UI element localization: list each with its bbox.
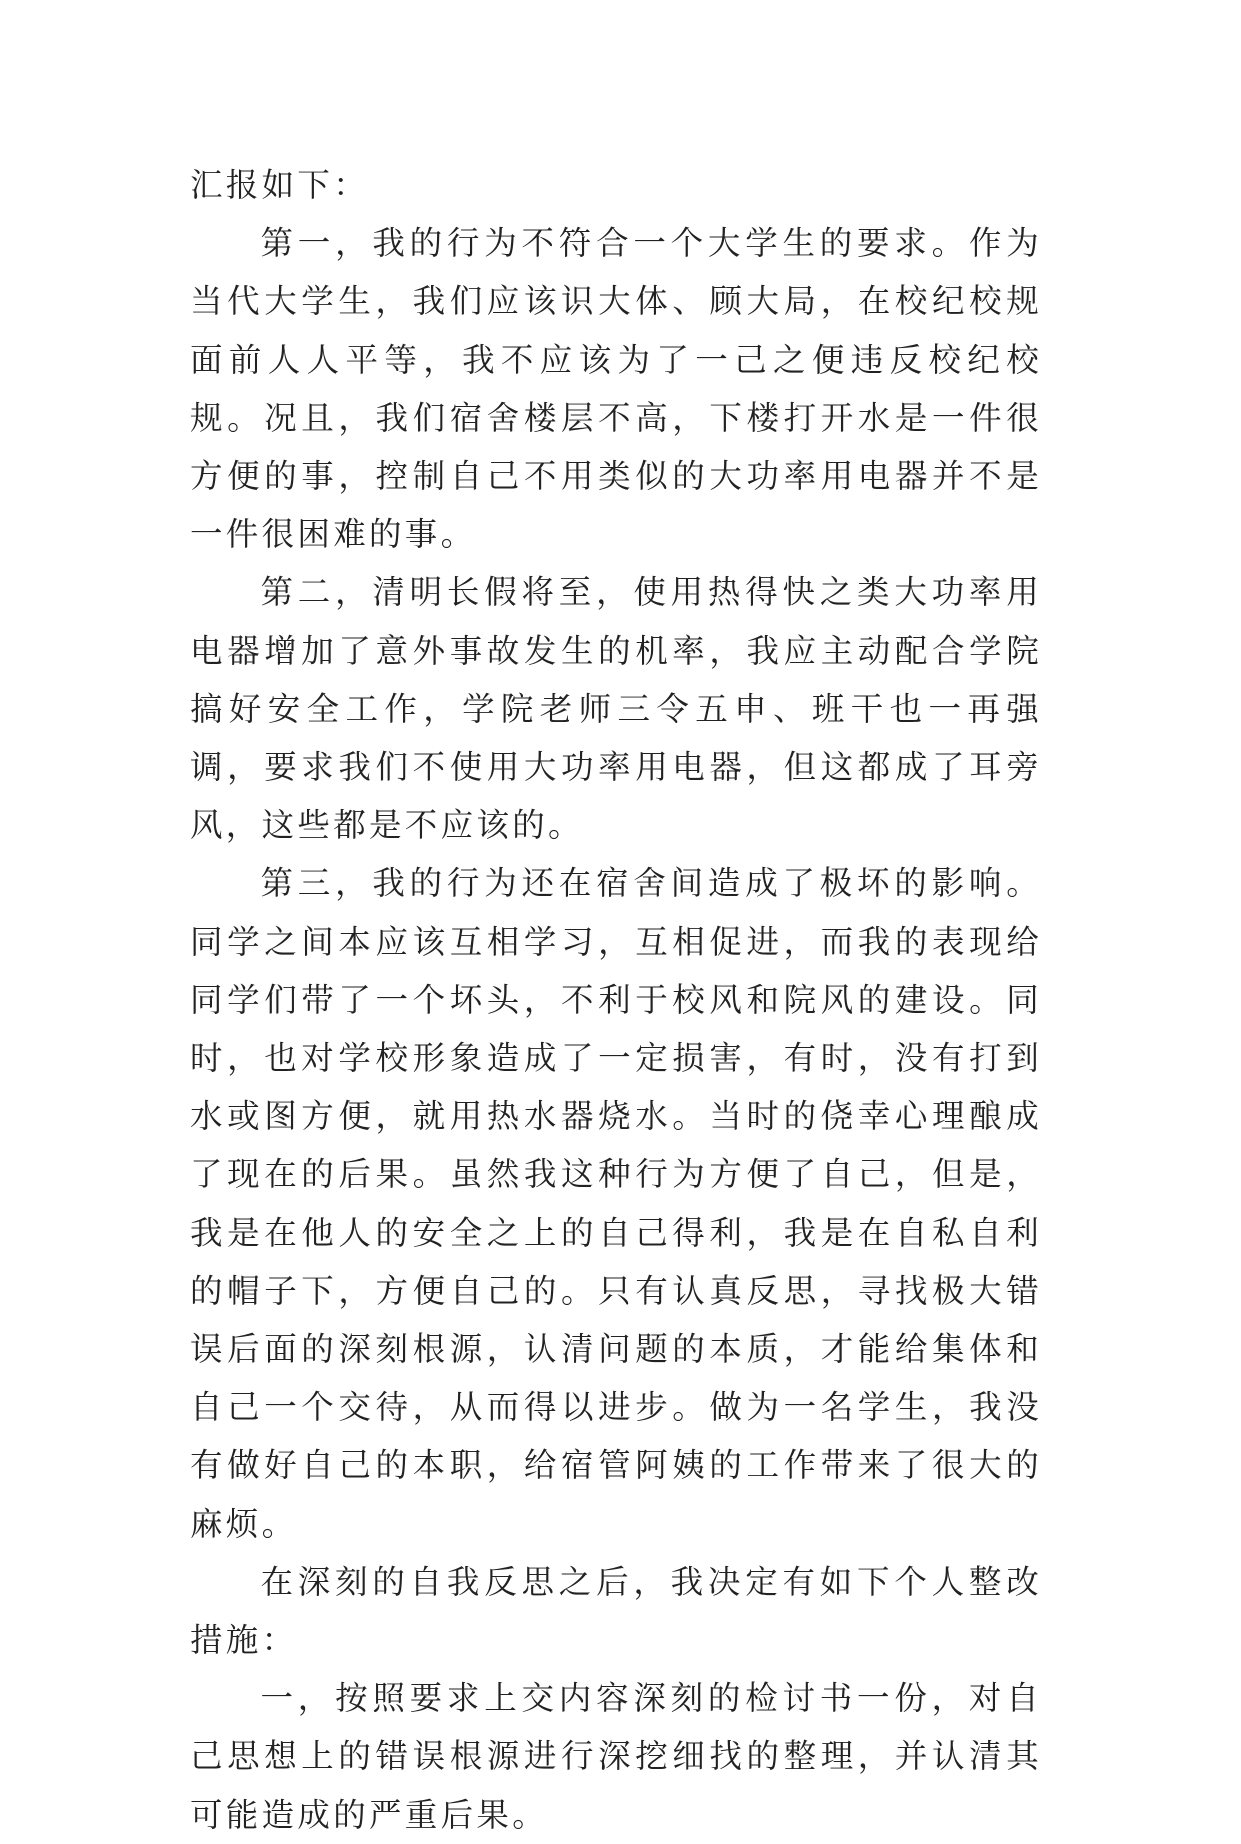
- paragraph-first-point: 第一，我的行为不符合一个大学生的要求。作为当代大学生，我们应该识大体、顾大局，在校纪校规面前人人平等，我不应该为了一己之便违反校纪校规。况且，我们宿舍楼层不高，下楼打开水是一件很方便的事，控制自己不用类似的大功率用电器并不是一件很困难的事。: [190, 224, 1042, 554]
- paragraph-report-intro: 汇报如下：: [190, 166, 370, 204]
- paragraph-rectification-intro: 在深刻的自我反思之后，我决定有如下个人整改措施：: [190, 1562, 1042, 1660]
- document-body: [190, 156, 1042, 1844]
- paragraph-second-point: 第二，清明长假将至，使用热得快之类大功率用电器增加了意外事故发生的机率，我应主动配合学院搞好安全工作，学院老师三令五申、班干也一再强调，要求我们不使用大功率用电器，但这都成了耳旁风，这些都是不应该的。: [190, 573, 1042, 845]
- paragraph-third-point: 第三，我的行为还在宿舍间造成了极坏的影响。同学之间本应该互相学习，互相促进，而我的表现给同学们带了一个坏头，不利于校风和院风的建设。同时，也对学校形象造成了一定损害，有时，没有打到水或图方便，就用热水器烧水。当时的侥幸心理酿成了现在的后果。虽然我这种行为方便了自己，但是，我是在他人的安全之上的自己得利，我是在自私自利的帽子下，方便自己的。只有认真反思，寻找极大错误后面的深刻根源，认清问题的本质，才能给集体和自己一个交待，从而得以进步。做为一名学生，我没有做好自己的本职，给宿管阿姨的工作带来了很大的麻烦。: [190, 864, 1042, 1543]
- paragraph-measure-one: 一，按照要求上交内容深刻的检讨书一份，对自己思想上的错误根源进行深挖细找的整理，并认清其可能造成的严重后果。: [190, 1679, 1042, 1834]
